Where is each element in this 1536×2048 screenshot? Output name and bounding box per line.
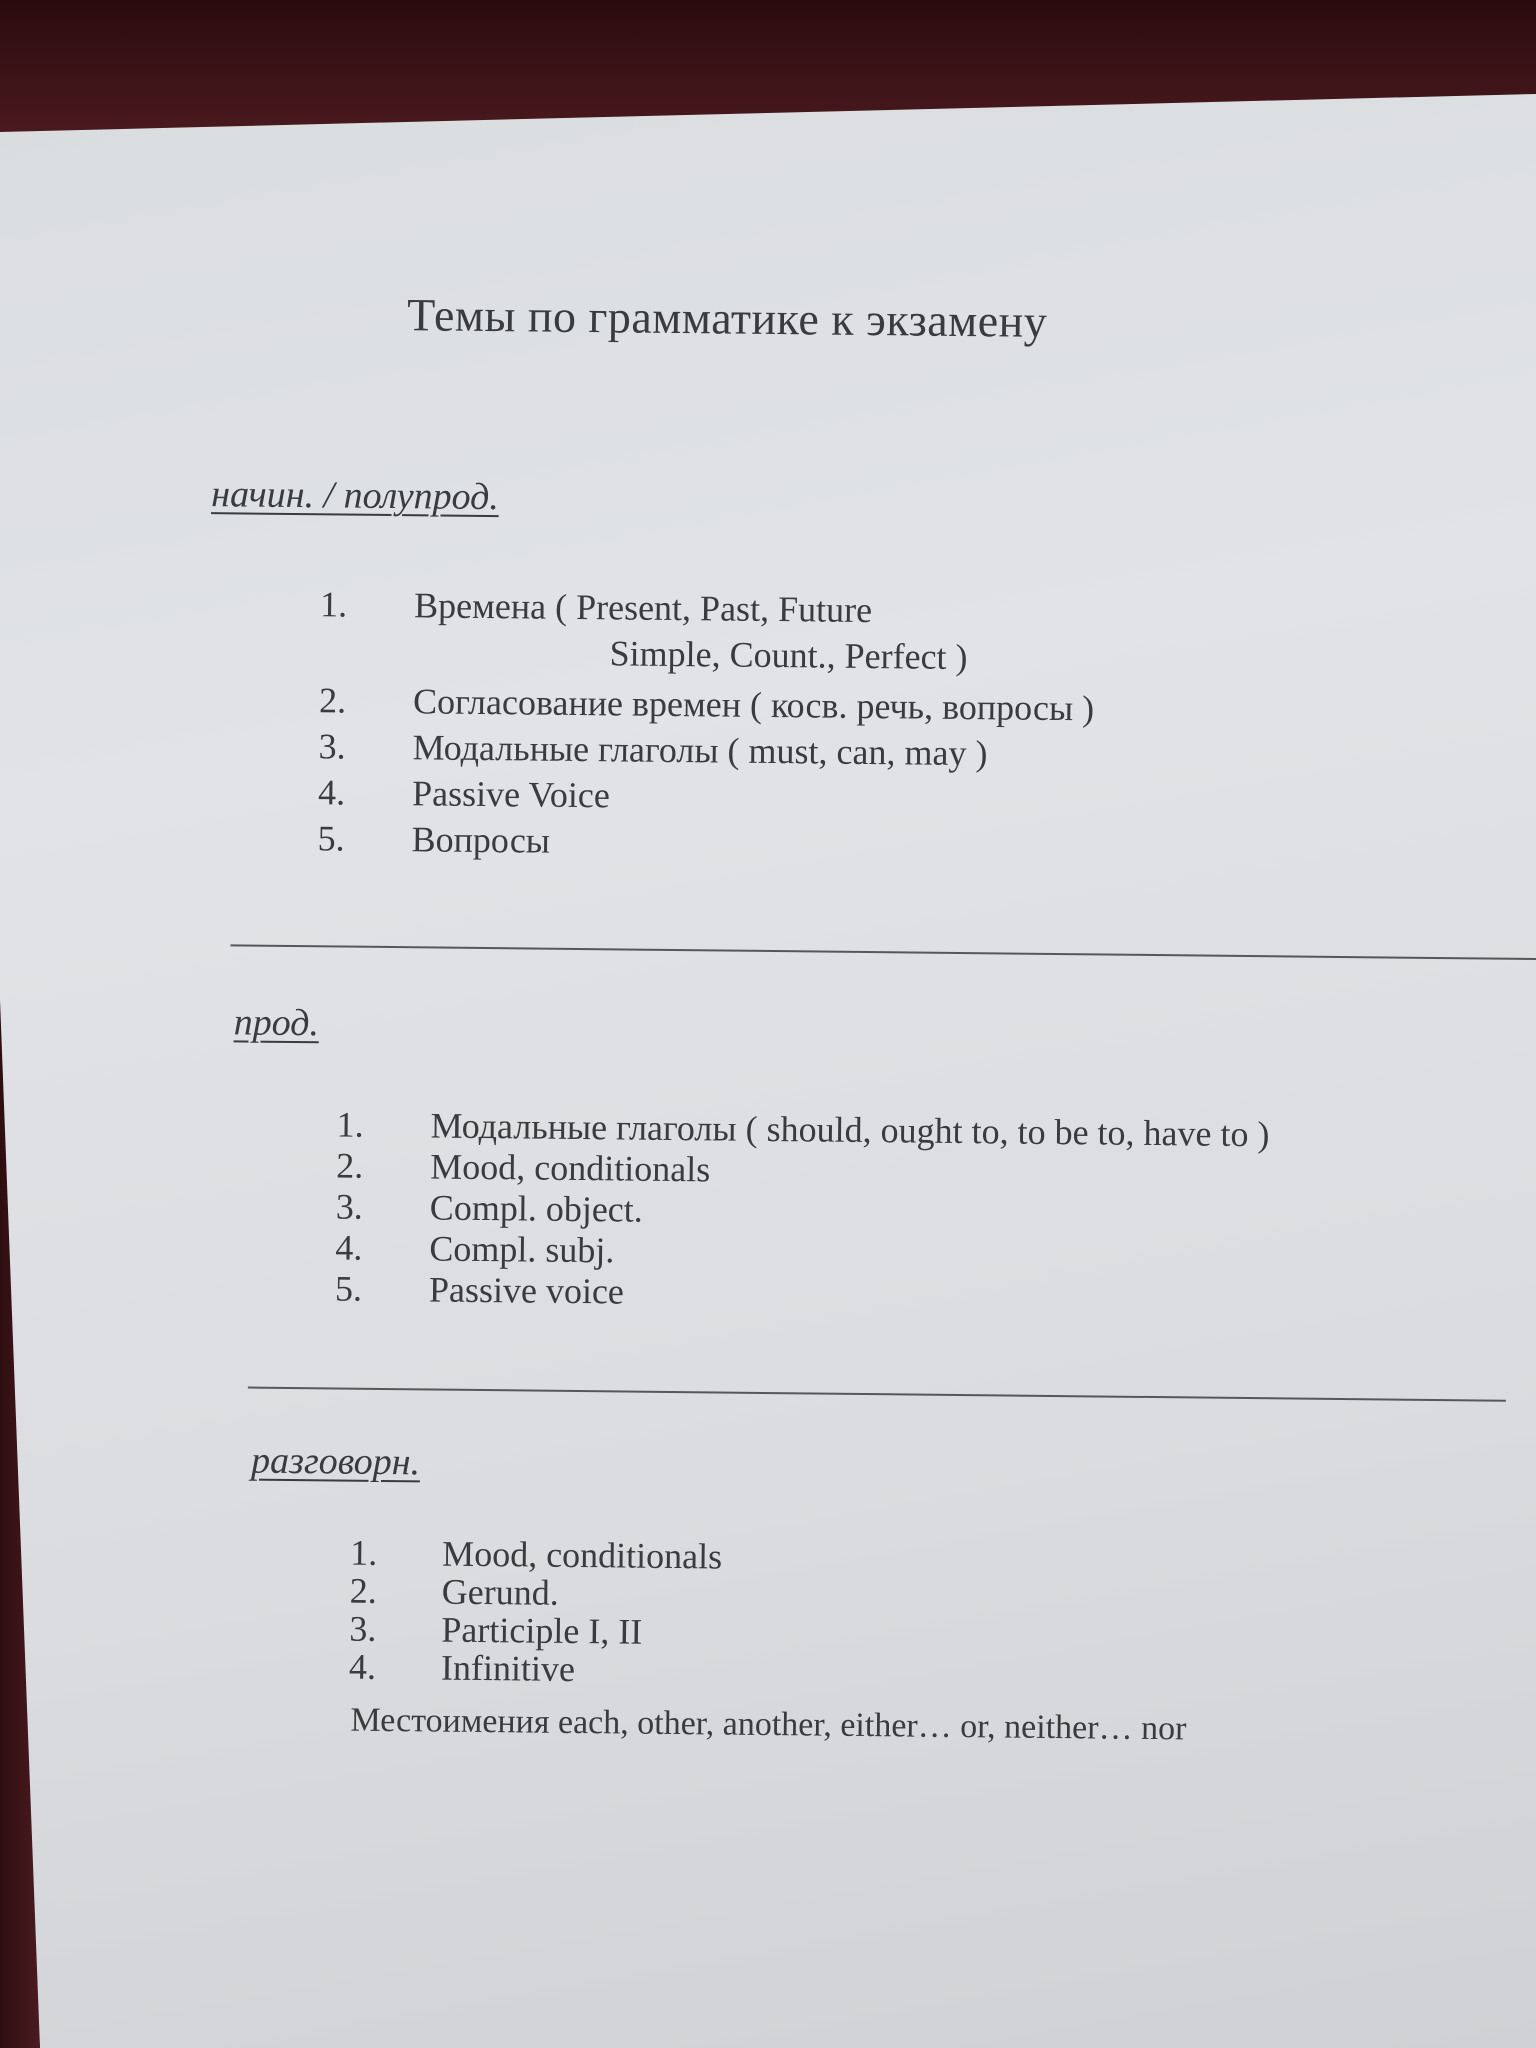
item-number: 4.: [335, 1227, 363, 1268]
list-item: [317, 817, 1317, 873]
item-number: 5.: [317, 818, 345, 859]
item-text: Вопросы: [411, 819, 551, 861]
section-list-conversational: [349, 1532, 1351, 1694]
section-label-beginner: начин. / полупрод.: [211, 473, 500, 519]
section-label-advanced: прод.: [233, 1001, 320, 1045]
item-text: Mood, conditionals: [430, 1146, 711, 1190]
item-text: Infinitive: [440, 1647, 576, 1689]
item-text: Passive voice: [428, 1269, 625, 1312]
item-text: Mood, conditionals: [441, 1533, 723, 1577]
item-text: Compl. object.: [429, 1187, 643, 1230]
section-list-beginner: [317, 583, 1320, 873]
item-number: 2.: [318, 680, 347, 721]
item-number: 1.: [319, 584, 348, 625]
section-label-conversational: разговорн.: [250, 1439, 421, 1484]
item-text: Passive Voice: [411, 773, 611, 816]
item-number: 2.: [349, 1570, 377, 1611]
page-title: Темы по грамматике к экзамену: [406, 289, 1048, 347]
item-text: Согласование времен ( косв. речь, вопросы ): [412, 681, 1095, 729]
section-list-advanced: [335, 1103, 1437, 1320]
item-text: Participle I, II: [441, 1609, 643, 1652]
item-text-continuation: Simple, Count., Perfect ): [609, 633, 968, 678]
item-number: 3.: [318, 726, 346, 767]
item-number: 1.: [349, 1532, 378, 1573]
pronouns-line: Местоимения each, other, another, either… or, neither… nor: [350, 1701, 1187, 1748]
item-number: 4.: [348, 1646, 377, 1687]
item-number: 3.: [349, 1608, 377, 1649]
item-number: 2.: [336, 1145, 364, 1186]
item-number: 1.: [336, 1104, 364, 1145]
item-number: 4.: [317, 772, 346, 813]
section-divider: [248, 1387, 1506, 1402]
item-text: Модальные глаголы ( must, can, may ): [412, 727, 988, 774]
item-number: 5.: [334, 1268, 363, 1309]
section-divider: [231, 944, 1536, 960]
item-text: Модальные глаголы ( should, ought to, to be to, have to ): [430, 1105, 1270, 1155]
item-number: 3.: [335, 1186, 364, 1227]
item-text: Gerund.: [441, 1571, 559, 1613]
item-text: Времена ( Present, Past, Future: [413, 585, 873, 631]
item-text: Compl. subj.: [429, 1228, 615, 1271]
